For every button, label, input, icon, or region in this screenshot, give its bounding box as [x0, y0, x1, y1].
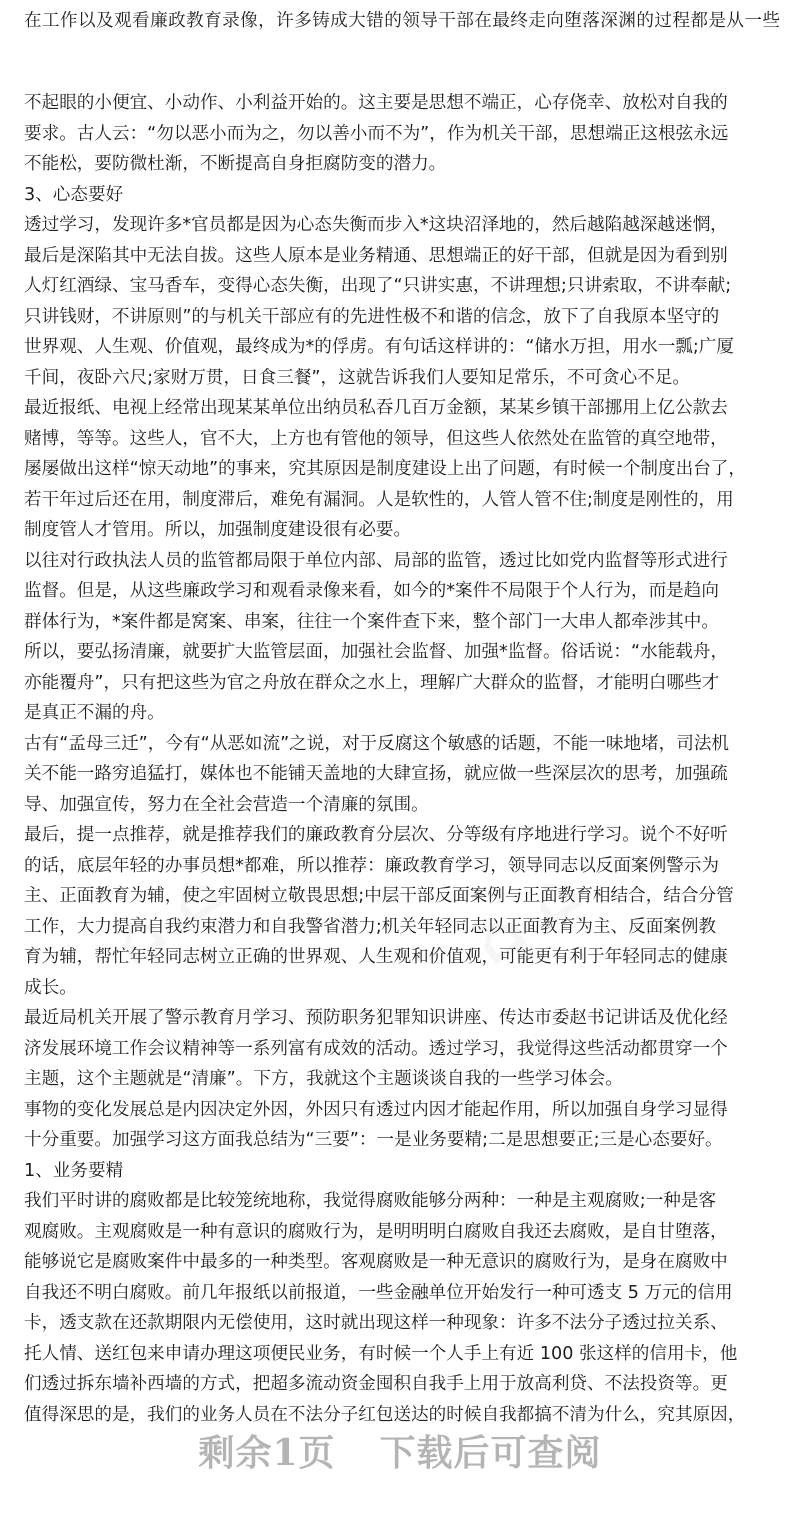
text-line: 监督。但是，从这些廉政学习和观看录像来看，如今的*案件不局限于个人行为，而是趋向 [24, 581, 719, 601]
text-line: 卡，透支款在还款期限内无偿使用，这时就出现这样一种现象：许多不法分子透过拉关系、 [24, 1313, 728, 1333]
text-line: 人灯红酒绿、宝马香车，变得心态失衡，出现了“只讲实惠，不讲理想;只讲索取，不讲奉献; [24, 276, 732, 296]
text-line: 1、业务要精 [24, 1160, 124, 1181]
text-line: 最后是深陷其中无法自拔。这些人原本是业务精通、思想端正的好干部，但就是因为看到别 [24, 245, 728, 266]
text-line: 们透过拆东墙补西墙的方式，把超多流动资金囤积自我手上用于放高利贷、不法投资等。更 [24, 1374, 728, 1394]
text-line: 赌博，等等。这些人，官不大，上方也有管他的领导，但这些人依然处在监管的真空地带， [24, 428, 728, 449]
text-line: 群体行为，*案件都是窝案、串案，往往一个案件查下来，整个部门一大串人都牵涉其中。 [24, 611, 719, 632]
text-line: 是真正不漏的舟。 [24, 703, 165, 723]
text-line: 世界观、人生观、价值观，最终成为*的俘虏。有句话这样讲的：“储水万担，用水一瓢;广厦 [24, 337, 734, 357]
text-line: 千间，夜卧六尺;家财万贯，日食三餐”，这就告诉我们人要知足常乐，不可贪心不足。 [24, 367, 691, 388]
text-line: 育为辅，帮忙年轻同志树立正确的世界观、人生观和价值观，可能更有利于年轻同志的健康 [24, 947, 728, 967]
text-line: 3、心态要好 [24, 184, 124, 205]
text-line: 要求。古人云：“勿以恶小而为之，勿以善小而不为”，作为机关干部，思想端正这根弦永远 [24, 123, 729, 144]
text-line: 最近局机关开展了警示教育月学习、预防职务犯罪知识讲座、传达市委赵书记讲话及优化经 [24, 1008, 728, 1028]
text-line: 主、正面教育为辅，使之牢固树立敬畏思想;中层干部反面案例与正面教育相结合，结合分管 [24, 886, 734, 906]
text-line: 只讲钱财，不讲原则”的与机关干部应有的先进性极不和谐的信念，放下了自我原本坚守的 [24, 306, 720, 327]
text-line: 值得深思的是，我们的业务人员在不法分子红包送达的时候自我都搞不清为什么，究其原因， [24, 1404, 746, 1425]
text-line: 工作，大力提高自我约束潜力和自我警省潜力;机关年轻同志以正面教育为主、反面案例教 [24, 916, 717, 937]
text-line: 托人情、送红包来申请办理这项便民业务，有时候一个人手上有近 100 张这样的信用卡，他 [24, 1343, 738, 1364]
remaining-pages-label: 剩余1页 [198, 1431, 336, 1474]
document-top-fragment [24, 2, 780, 37]
text-line: 事物的变化发展总是内因决定外因，外因只有透过内因才能起作用，所以加强自身学习显得 [24, 1099, 728, 1120]
text-line: 最近报纸、电视上经常出现某某单位出纳员私吞几百万金额，某某乡镇干部挪用上亿公款去 [24, 398, 728, 418]
text-line: 观腐败。主观腐败是一种有意识的腐败行为，是明明明白腐败自我还去腐败，是自甘堕落， [24, 1221, 728, 1242]
text-line: 亦能覆舟”，只有把这些为官之舟放在群众之水上，理解广大群众的监督，才能明白哪些才 [24, 672, 720, 693]
text-line: 我们平时讲的腐败都是比较笼统地称，我觉得腐败能够分两种：一种是主观腐败;一种是客 [24, 1191, 717, 1211]
text-line: 成长。 [24, 977, 77, 998]
text-line: 十分重要。加强学习这方面我总结为“三要”：一是业务要精;二是思想要正;三是心态要好。 [24, 1130, 723, 1150]
text-line: 的话，底层年轻的办事员想*都难，所以推荐：廉政教育学习，领导同志以反面案例警示为 [24, 855, 719, 876]
text-line: 透过学习，发现许多*官员都是因为心态失衡而步入*这块沼泽地的，然后越陷越深越迷惘， [24, 215, 728, 235]
text-line: 最后，提一点推荐，就是推荐我们的廉政教育分层次、分等级有序地进行学习。说个不好听 [24, 825, 728, 845]
text-line: 能够说它是腐败案件中最多的一种类型。客观腐败是一种无意识的腐败行为，是身在腐败中 [24, 1252, 728, 1272]
download-prompt[interactable] [0, 1420, 800, 1480]
text-line: 关不能一路穷追猛打，媒体也不能铺天盖地的大肆宣扬，就应做一些深层次的思考，加强疏 [24, 764, 728, 784]
document-body [24, 88, 780, 1430]
text-line: 以往对行政执法人员的监管都局限于单位内部、局部的监管，透过比如党内监督等形式进行 [24, 550, 728, 571]
text-line: 制度管人才管用。所以，加强制度建设很有必要。 [24, 520, 412, 540]
text-line: 所以，要弘扬清廉，就要扩大监管层面，加强社会监督、加强*监督。俗话说：“水能载舟， [24, 642, 729, 662]
text-line: 自我还不明白腐败。前几年报纸以前报道，一些金融单位开始发行一种可透支 5 万元的信用 [24, 1282, 733, 1303]
text-line: 屡屡做出这样“惊天动地”的事来，究其原因是制度建设上出了问题，有时候一个制度出台了， [24, 459, 746, 479]
text-line: 不能松，要防微杜渐，不断提高自身拒腐防变的潜力。 [24, 154, 447, 174]
text-line: 古有“孟母三迁”，今有“从恶如流”之说，对于反腐这个敏感的话题，不能一味地堵，司法机 [24, 733, 730, 754]
text-line: 导、加强宣传，努力在全社会营造一个清廉的氛围。 [24, 794, 429, 815]
text-line: 主题，这个主题就是“清廉”。下方，我就这个主题谈谈自我的一些学习体会。 [24, 1069, 623, 1089]
text-line: 不起眼的小便宜、小动作、小利益开始的。这主要是思想不端正，心存侥幸、放松对自我的 [24, 93, 728, 113]
text-line: 若干年过后还在用，制度滞后，难免有漏洞。人是软性的，人管人管不住;制度是刚性的，用 [24, 489, 734, 510]
text-line: 济发展环境工作会议精神等一系列富有成效的活动。透过学习，我觉得这些活动都贯穿一个 [24, 1038, 728, 1059]
text-line: 在工作以及观看廉政教育录像，许多铸成大错的领导干部在最终走向堕落深渊的过程都是从一些 [24, 11, 780, 31]
download-to-view-label[interactable]: 下载后可查阅 [379, 1431, 602, 1474]
